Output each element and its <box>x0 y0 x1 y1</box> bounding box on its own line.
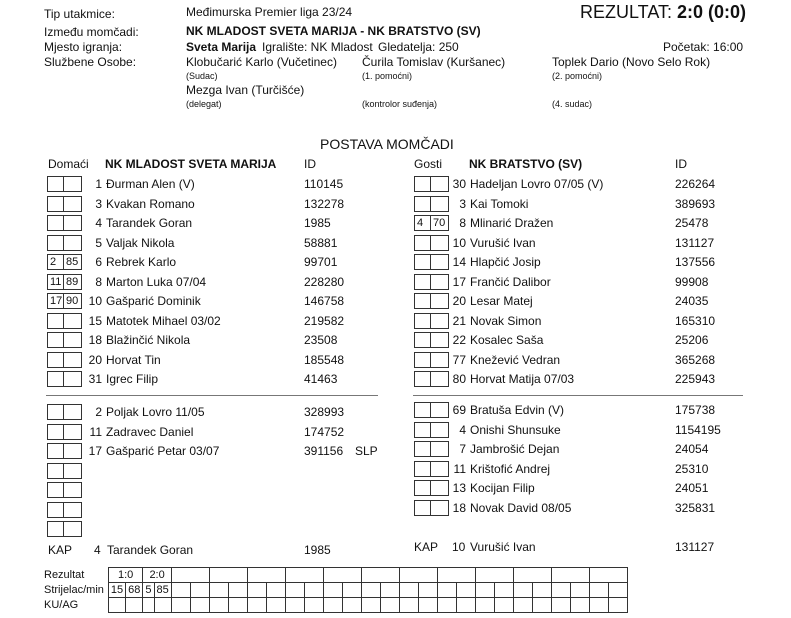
result-cell <box>475 568 513 583</box>
sub-in-box <box>47 424 64 440</box>
result-grid <box>44 567 628 613</box>
result-cell <box>513 568 551 583</box>
result-cell <box>209 568 247 583</box>
scorer-cell <box>190 583 209 598</box>
sub-in-box <box>47 463 64 479</box>
scorer-cell <box>418 583 437 598</box>
kuag-cell <box>494 598 513 613</box>
scorer-cell: 85 <box>154 583 171 598</box>
sub-in-box: 11 <box>47 274 64 290</box>
tip-label: Tip utakmice: <box>44 7 115 21</box>
sub-in-box <box>414 274 431 290</box>
player-name: Novak David 08/05 <box>470 500 572 515</box>
sub-in-box <box>414 313 431 329</box>
sub-min-box <box>63 215 82 231</box>
sub-in-box <box>47 443 64 459</box>
player-name: Horvat Matija 07/03 <box>470 372 575 386</box>
match-teams: NK MLADOST SVETA MARIJA - NK BRATSTVO (SV) <box>186 24 481 38</box>
sub-in-box <box>414 480 431 496</box>
player-id: 23508 <box>304 333 338 347</box>
sub-in-box <box>414 254 431 270</box>
player-note: SLP <box>355 444 378 458</box>
kuag-cell <box>570 598 589 613</box>
player-id: 99908 <box>675 274 709 289</box>
away-captain-num: 10 <box>452 540 466 554</box>
result-cell <box>285 568 323 583</box>
scorer-cell <box>323 583 342 598</box>
official-name: Mezga Ivan (Turčišće) <box>186 83 305 97</box>
player-name: Onishi Shunsuke <box>470 422 561 437</box>
scorer-cell <box>608 583 627 598</box>
home-captain-num: 4 <box>94 543 101 557</box>
sub-in-box <box>414 332 431 348</box>
scorer-row <box>44 583 627 598</box>
player-id: 110145 <box>304 177 344 191</box>
sub-in-box <box>414 196 431 212</box>
sub-min-box: 89 <box>63 274 82 290</box>
kuag-cell <box>190 598 209 613</box>
kuag-cell <box>475 598 494 613</box>
official-role: (4. sudac) <box>552 99 593 109</box>
player-name: Kosalec Saša <box>470 333 544 347</box>
sub-in-box <box>414 176 431 192</box>
kuag-cell <box>437 598 456 613</box>
player-number: 17 <box>88 444 102 458</box>
result-cell <box>589 568 627 583</box>
player-number: 14 <box>452 255 466 269</box>
scorer-cell <box>437 583 456 598</box>
kuag-cell <box>285 598 304 613</box>
player-id: 58881 <box>304 235 338 250</box>
scorer-cell <box>304 583 323 598</box>
player-id: 25310 <box>675 461 709 476</box>
scorer-cell <box>247 583 266 598</box>
venue: Sveta Marija <box>186 40 257 54</box>
player-name: Kvakan Romano <box>106 196 195 211</box>
official-role: (kontrolor suđenja) <box>362 99 438 109</box>
scorer-cell <box>494 583 513 598</box>
player-id: 325831 <box>675 500 716 515</box>
player-name: Vurušić Ivan <box>470 235 536 250</box>
sub-min-box <box>63 502 82 518</box>
result-label: REZULTAT: <box>580 2 673 22</box>
scorer-cell <box>342 583 361 598</box>
sub-min-box <box>63 443 82 459</box>
kuag-cell <box>456 598 475 613</box>
tip-value: Međimurska Premier liga 23/24 <box>186 5 353 19</box>
kuag-cell <box>209 598 228 613</box>
player-number: 6 <box>95 255 102 269</box>
sub-min-box <box>63 235 82 251</box>
player-name: Horvat Tin <box>106 352 161 367</box>
player-number: 10 <box>452 235 466 250</box>
player-name: Tarandek Goran <box>106 216 193 230</box>
result-cell <box>171 568 209 583</box>
sub-in-box <box>47 482 64 498</box>
scorer-cell: 15 <box>108 583 125 598</box>
kuag-cell <box>266 598 285 613</box>
sub-in-box <box>414 402 431 418</box>
divider <box>46 395 378 396</box>
player-number: 4 <box>459 422 466 437</box>
player-number: 15 <box>88 313 102 328</box>
player-number: 10 <box>88 294 102 308</box>
home-id-label: ID <box>304 157 316 171</box>
sub-min-box <box>63 176 82 192</box>
player-id: 146758 <box>304 294 345 308</box>
sub-min-box: 70 <box>430 215 449 231</box>
kuag-cell <box>551 598 570 613</box>
player-name: Gašparić Petar 03/07 <box>106 444 220 458</box>
sub-min-box <box>63 196 82 212</box>
sub-in-box <box>414 371 431 387</box>
kuag-row <box>44 598 627 613</box>
sub-in-box <box>47 502 64 518</box>
kuag-cell <box>361 598 380 613</box>
player-name: Kocijan Filip <box>470 481 535 495</box>
kuag-cell <box>126 598 143 613</box>
player-id: 365268 <box>675 352 716 367</box>
player-number: 17 <box>452 274 466 289</box>
away-team-name: NK BRATSTVO (SV) <box>469 157 583 171</box>
player-id: 391156 <box>304 444 344 458</box>
kickoff-time: Početak: 16:00 <box>663 40 744 54</box>
sub-in-box <box>414 461 431 477</box>
player-name: Jambrošić Dejan <box>470 442 560 456</box>
result-cell <box>361 568 399 583</box>
player-number: 77 <box>452 352 466 367</box>
player-name: Novak Simon <box>470 313 542 328</box>
sub-in-box <box>414 352 431 368</box>
player-id: 1985 <box>304 216 331 230</box>
player-id: 328993 <box>304 405 345 419</box>
player-name: Frančić Dalibor <box>470 274 551 289</box>
kuag-cell <box>228 598 247 613</box>
player-id: 24035 <box>675 294 709 308</box>
player-number: 18 <box>88 333 102 347</box>
kuag-cell <box>399 598 418 613</box>
player-id: 24051 <box>675 481 709 495</box>
sub-in-box <box>47 215 64 231</box>
player-name: Gašparić Dominik <box>106 294 201 308</box>
result-cell: 1:0 <box>108 568 143 583</box>
kuag-cell <box>143 598 154 613</box>
result-value: 2:0 (0:0) <box>677 2 747 22</box>
scorer-cell: 68 <box>126 583 143 598</box>
player-id: 165310 <box>675 313 716 328</box>
player-number: 5 <box>95 235 102 250</box>
sub-min-box <box>63 313 82 329</box>
player-name: Zadravec Daniel <box>106 424 194 439</box>
home-captain-label: KAP <box>48 543 73 557</box>
player-number: 13 <box>452 481 466 495</box>
kuag-cell <box>589 598 608 613</box>
player-number: 3 <box>459 196 466 211</box>
scorer-cell <box>475 583 494 598</box>
home-captain-id: 1985 <box>304 543 331 557</box>
home-label: Domaći <box>48 157 89 171</box>
sub-min-box <box>63 463 82 479</box>
scorer-row-label: Strijelac/min <box>44 583 104 596</box>
home-team-name: NK MLADOST SVETA MARIJA <box>105 157 277 171</box>
sub-in-box <box>47 313 64 329</box>
player-number: 22 <box>452 333 466 347</box>
scorer-cell <box>513 583 532 598</box>
kuag-cell <box>532 598 551 613</box>
player-number: 2 <box>95 405 102 419</box>
scorer-cell <box>228 583 247 598</box>
away-id-label: ID <box>675 157 687 171</box>
sub-in-box <box>47 332 64 348</box>
player-name: Krištofić Andrej <box>470 461 551 476</box>
sub-in-box <box>47 235 64 251</box>
sub-min-box <box>63 332 82 348</box>
sub-in-box: 2 <box>47 254 64 270</box>
sub-in-box: 17 <box>47 293 64 309</box>
player-number: 8 <box>459 216 466 230</box>
player-id: 24054 <box>675 442 709 456</box>
player-number: 30 <box>452 177 466 191</box>
player-id: 175738 <box>675 403 716 417</box>
sub-min-box <box>63 404 82 420</box>
kuag-cell <box>171 598 190 613</box>
player-id: 185548 <box>304 352 345 367</box>
player-number: 11 <box>89 424 102 439</box>
scorer-cell <box>589 583 608 598</box>
sub-in-box <box>47 176 64 192</box>
kuag-cell <box>513 598 532 613</box>
player-number: 21 <box>452 313 466 328</box>
player-number: 3 <box>95 196 102 211</box>
sub-in-box <box>47 521 64 537</box>
player-id: 225943 <box>675 372 716 386</box>
scorer-cell: 5 <box>143 583 154 598</box>
official-role: (delegat) <box>186 99 222 109</box>
sub-in-box <box>414 441 431 457</box>
away-label: Gosti <box>414 157 443 171</box>
player-id: 25206 <box>675 333 709 347</box>
player-id: 226264 <box>675 177 716 191</box>
home-captain-name: Tarandek Goran <box>107 543 194 557</box>
sub-in-box <box>47 404 64 420</box>
sub-min-box: 85 <box>63 254 82 270</box>
player-id: 219582 <box>304 313 345 328</box>
player-name: Bratuša Edvin (V) <box>470 403 565 417</box>
player-name: Kai Tomoki <box>470 196 529 211</box>
player-name: Knežević Vedran <box>470 352 561 367</box>
player-id: 389693 <box>675 196 716 211</box>
player-number: 69 <box>452 403 466 417</box>
stadium: Igralište: NK Mladost <box>262 40 373 54</box>
player-number: 1 <box>95 177 102 191</box>
player-id: 228280 <box>304 274 345 289</box>
sub-in-box: 4 <box>414 215 431 231</box>
away-captain-label: KAP <box>414 540 439 554</box>
player-number: 8 <box>95 274 102 289</box>
away-captain-id: 131127 <box>675 540 715 554</box>
result-cell <box>399 568 437 583</box>
player-name: Igrec Filip <box>106 372 159 386</box>
player-name: Poljak Lovro 11/05 <box>106 405 205 419</box>
player-number: 7 <box>459 442 466 456</box>
scorer-cell <box>266 583 285 598</box>
player-id: 131127 <box>675 235 715 250</box>
player-name: Matotek Mihael 03/02 <box>106 313 221 328</box>
scorer-cell <box>171 583 190 598</box>
player-name: Mlinarić Dražen <box>470 216 554 230</box>
scorer-cell <box>551 583 570 598</box>
kuag-cell <box>108 598 125 613</box>
kuag-cell <box>154 598 171 613</box>
attendance: Gledatelja: 250 <box>378 40 459 54</box>
scorer-cell <box>380 583 399 598</box>
sub-min-box <box>63 371 82 387</box>
player-number: 20 <box>88 352 102 367</box>
kuag-row-label: KU/AG <box>44 598 79 611</box>
official-role: (1. pomoćni) <box>362 71 413 81</box>
result-cell: 2:0 <box>143 568 171 583</box>
officials-label: Službene Osobe: <box>44 55 137 69</box>
scorer-cell <box>399 583 418 598</box>
sub-min-box: 90 <box>63 293 82 309</box>
kuag-cell <box>380 598 399 613</box>
official-name: Klobučarić Karlo (Vučetinec) <box>186 55 337 69</box>
player-name: Hlapčić Josip <box>470 255 541 269</box>
result-cell <box>437 568 475 583</box>
sub-min-box <box>63 482 82 498</box>
scorer-cell <box>570 583 589 598</box>
player-id: 132278 <box>304 196 345 211</box>
result-header <box>580 2 746 23</box>
player-number: 4 <box>95 216 102 230</box>
scorer-cell <box>532 583 551 598</box>
mjesto-label: Mjesto igranja: <box>44 40 123 54</box>
kuag-cell <box>247 598 266 613</box>
player-id: 41463 <box>304 372 338 386</box>
player-name: Rebrek Karlo <box>106 255 177 269</box>
player-number: 31 <box>88 372 102 386</box>
away-captain-name: Vurušić Ivan <box>470 540 536 554</box>
player-id: 99701 <box>304 255 338 269</box>
sub-in-box <box>47 371 64 387</box>
result-cell <box>247 568 285 583</box>
kuag-cell <box>608 598 627 613</box>
player-name: Lesar Matej <box>470 294 533 308</box>
divider <box>413 395 743 396</box>
player-number: 18 <box>452 500 466 515</box>
scorer-cell <box>456 583 475 598</box>
official-name: Toplek Dario (Novo Selo Rok) <box>552 55 711 69</box>
sub-in-box <box>414 235 431 251</box>
official-name: Čurila Tomislav (Kuršanec) <box>362 55 506 69</box>
kuag-cell <box>323 598 342 613</box>
result-cell <box>323 568 361 583</box>
sub-in-box <box>47 196 64 212</box>
result-cell <box>551 568 589 583</box>
sub-min-box <box>63 352 82 368</box>
izmedu-label: Između momčadi: <box>44 25 139 39</box>
sub-in-box <box>414 293 431 309</box>
sub-min-box <box>63 521 82 537</box>
scorer-cell <box>285 583 304 598</box>
player-number: 20 <box>452 294 466 308</box>
player-id: 174752 <box>304 424 345 439</box>
scorer-cell <box>361 583 380 598</box>
player-name: Hadeljan Lovro 07/05 (V) <box>470 177 604 191</box>
kuag-cell <box>418 598 437 613</box>
sub-in-box <box>414 500 431 516</box>
player-number: 11 <box>453 461 466 476</box>
official-role: (Sudac) <box>186 71 218 81</box>
kuag-cell <box>342 598 361 613</box>
result-row-label: Rezultat <box>44 568 85 581</box>
kuag-cell <box>304 598 323 613</box>
scorer-cell <box>209 583 228 598</box>
lineup-title: POSTAVA MOMČADI <box>320 136 454 152</box>
official-role: (2. pomoćni) <box>552 71 603 81</box>
player-number: 80 <box>452 372 466 386</box>
player-name: Valjak Nikola <box>106 235 175 250</box>
sub-in-box <box>414 422 431 438</box>
sub-min-box <box>63 424 82 440</box>
player-name: Marton Luka 07/04 <box>106 274 207 289</box>
result-row <box>44 568 627 583</box>
player-id: 137556 <box>675 255 716 269</box>
player-name: Blažinčić Nikola <box>106 333 191 347</box>
player-name: Đurman Alen (V) <box>106 177 195 191</box>
player-id: 25478 <box>675 216 709 230</box>
sub-in-box <box>47 352 64 368</box>
player-id: 1154195 <box>675 422 721 437</box>
